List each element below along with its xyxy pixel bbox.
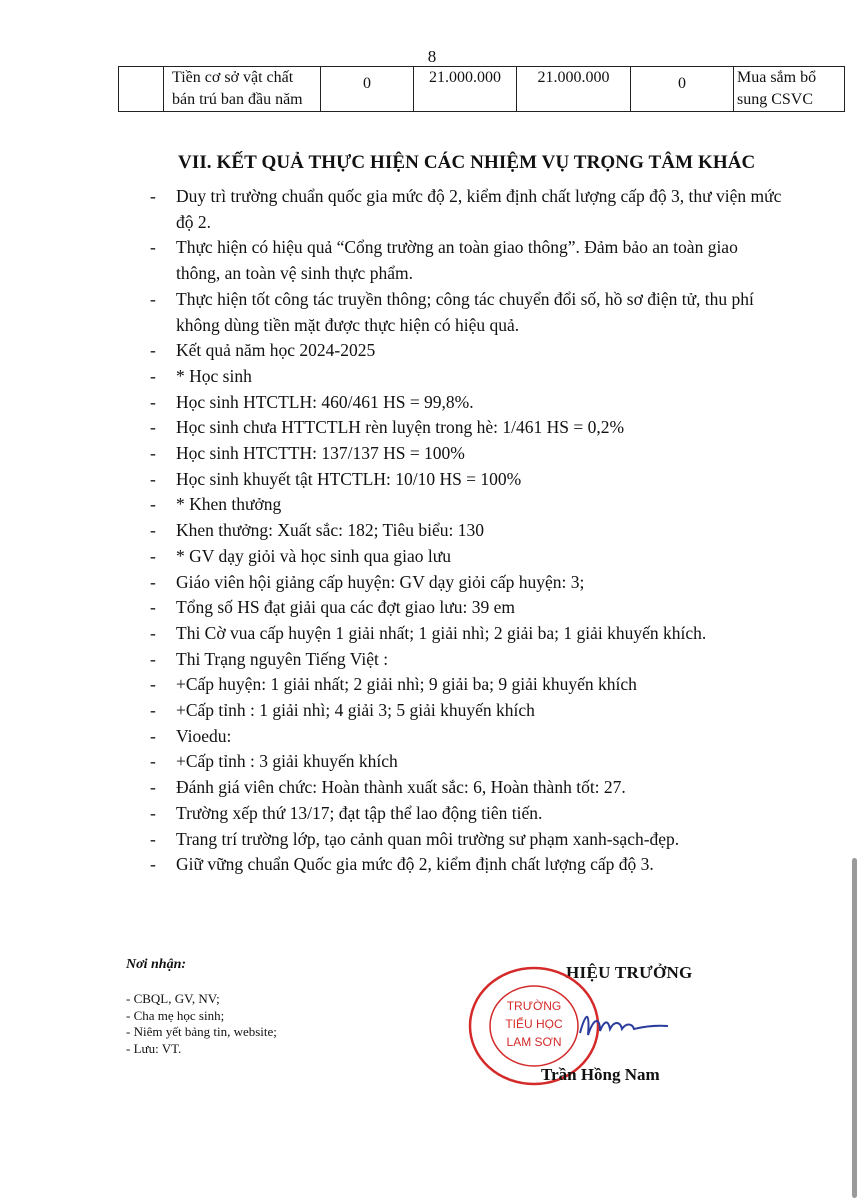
- bullet-dash: -: [150, 288, 156, 309]
- list-item-text: Giữ vững chuẩn Quốc gia mức độ 2, kiểm định chất lượng cấp độ 3.: [176, 854, 654, 875]
- bullet-dash: -: [150, 777, 156, 798]
- list-item: [0, 338, 864, 364]
- list-item: [0, 235, 864, 286]
- list-item: [0, 390, 864, 416]
- results-list: [0, 184, 864, 878]
- budget-table: [118, 66, 845, 112]
- recipient-line: - Cha mẹ học sinh;: [126, 1007, 225, 1023]
- signer-title: HIỆU TRƯỞNG: [566, 963, 693, 982]
- list-item-text: Thực hiện có hiệu quả “Cổng trường an toàn giao thông”. Đảm bảo an toàn giao thông, an toàn vệ sinh thực phẩm.: [176, 237, 738, 284]
- list-item-text: * Học sinh: [176, 365, 252, 386]
- list-item-text: Vioedu:: [176, 725, 232, 746]
- bullet-dash: -: [150, 802, 156, 823]
- list-item: [0, 647, 864, 673]
- recipient-line: - Lưu: VT.: [126, 1040, 182, 1056]
- bullet-dash: -: [150, 186, 156, 206]
- bullet-dash: -: [150, 237, 156, 258]
- list-item-text: +Cấp tỉnh : 3 giải khuyến khích: [176, 751, 398, 772]
- recipients-list: [126, 991, 277, 1057]
- list-item: [0, 672, 864, 698]
- list-item: [0, 698, 864, 724]
- bullet-dash: -: [150, 520, 156, 541]
- list-item-text: Tổng số HS đạt giải qua các đợt giao lưu: 39 em: [176, 597, 516, 618]
- list-item-text: Đánh giá viên chức: Hoàn thành xuất sắc: 6, Hoàn thành tốt: 27.: [176, 777, 626, 798]
- list-item-text: Trang trí trường lớp, tạo cảnh quan môi trường sư phạm xanh-sạch-đẹp.: [176, 828, 680, 849]
- bullet-dash: -: [150, 725, 156, 746]
- bullet-dash: -: [150, 468, 156, 489]
- bullet-dash: -: [150, 571, 156, 592]
- list-item: [0, 775, 864, 801]
- bullet-dash: -: [150, 391, 156, 412]
- svg-text:TRƯỜNG: TRƯỜNG: [506, 999, 562, 1013]
- table-cell-index: [119, 67, 164, 112]
- list-item-text: +Cấp tỉnh : 1 giải nhì; 4 giải 3; 5 giải khuyến khích: [176, 700, 535, 721]
- list-item: [0, 441, 864, 467]
- list-item-text: Trường xếp thứ 13/17; đạt tập thể lao động tiên tiến.: [176, 802, 543, 823]
- bullet-dash: -: [150, 700, 156, 721]
- list-item-text: Thi Trạng nguyên Tiếng Việt :: [176, 648, 389, 669]
- bullet-dash: -: [150, 828, 156, 849]
- table-cell-value: 21.000.000: [414, 67, 517, 112]
- table-cell-note: Mua sắm bổ sung CSVC: [734, 67, 845, 112]
- bullet-dash: -: [150, 854, 156, 875]
- list-item: [0, 518, 864, 544]
- bullet-dash: -: [150, 674, 156, 695]
- list-item: [0, 570, 864, 596]
- bullet-dash: -: [150, 443, 156, 464]
- signer-name: Trần Hồng Nam: [541, 1065, 660, 1084]
- list-item: [0, 827, 864, 853]
- list-item-text: Thi Cờ vua cấp huyện 1 giải nhất; 1 giải nhì; 2 giải ba; 1 giải khuyến khích.: [176, 622, 707, 643]
- bullet-dash: -: [150, 340, 156, 361]
- list-item: [0, 364, 864, 390]
- recipients-title: Nơi nhận:: [126, 957, 187, 972]
- list-item: [0, 724, 864, 750]
- list-item-text: +Cấp huyện: 1 giải nhất; 2 giải nhì; 9 giải ba; 9 giải khuyến khích: [176, 674, 637, 695]
- list-item: [0, 621, 864, 647]
- list-item-text: Kết quả năm học 2024-2025: [176, 340, 376, 361]
- list-item-text: * GV dạy giỏi và học sinh qua giao lưu: [176, 545, 452, 566]
- list-item: [0, 595, 864, 621]
- bullet-dash: -: [150, 545, 156, 566]
- list-item: [0, 415, 864, 441]
- list-item: [0, 287, 864, 338]
- page-number: 8: [427, 47, 437, 66]
- bullet-dash: -: [150, 365, 156, 386]
- list-item-text: Khen thưởng: Xuất sắc: 182; Tiêu biểu: 130: [176, 520, 484, 541]
- list-item: [0, 801, 864, 827]
- list-item: [0, 544, 864, 570]
- list-item-text: Học sinh HTCTLH: 460/461 HS = 99,8%.: [176, 391, 474, 412]
- bullet-dash: -: [150, 417, 156, 438]
- svg-text:LAM SƠN: LAM SƠN: [506, 1035, 562, 1049]
- recipient-line: - CBQL, GV, NV;: [126, 991, 220, 1006]
- table-cell-value: 0: [631, 67, 734, 112]
- list-item-text: * Khen thưởng: [176, 494, 282, 515]
- bullet-dash: -: [150, 648, 156, 669]
- section-heading: VII. KẾT QUẢ THỰC HIỆN CÁC NHIỆM VỤ TRỌNG TÂM KHÁC: [178, 152, 756, 173]
- table-row: [119, 67, 845, 112]
- table-cell-value: 0: [321, 67, 414, 112]
- list-item-text: Học sinh HTCTTH: 137/137 HS = 100%: [176, 443, 465, 464]
- signature: [572, 1005, 672, 1045]
- recipient-line: - Niêm yết bảng tin, website;: [126, 1024, 277, 1040]
- bullet-dash: -: [150, 494, 156, 515]
- scrollbar-thumb[interactable]: [852, 858, 857, 1198]
- list-item-text: Giáo viên hội giảng cấp huyện: GV dạy giỏi cấp huyện: 3;: [176, 571, 585, 592]
- bullet-dash: -: [150, 622, 156, 643]
- list-item-text: Duy trì trường chuẩn quốc gia mức độ 2, kiểm định chất lượng cấp độ 3, thư viện mức độ 2.: [176, 186, 782, 232]
- table-cell-value: 21.000.000: [517, 67, 631, 112]
- list-item: [0, 467, 864, 493]
- list-item: [0, 852, 864, 878]
- table-cell-item: Tiền cơ sở vật chất bán trú ban đầu năm: [164, 67, 321, 112]
- bullet-dash: -: [150, 751, 156, 772]
- bullet-dash: -: [150, 597, 156, 618]
- list-item: [0, 184, 864, 235]
- svg-text:TIỂU HỌC: TIỂU HỌC: [505, 1017, 563, 1031]
- list-item-text: Học sinh khuyết tật HTCTLH: 10/10 HS = 100%: [176, 468, 522, 489]
- list-item-text: Thực hiện tốt công tác truyền thông; công tác chuyển đổi số, hồ sơ điện tử, thu phí không dùng tiền mặt được thực hiện có hiệu quả.: [176, 288, 754, 335]
- list-item: [0, 749, 864, 775]
- list-item-text: Học sinh chưa HTTCTLH rèn luyện trong hè: 1/461 HS = 0,2%: [176, 417, 625, 438]
- list-item: [0, 492, 864, 518]
